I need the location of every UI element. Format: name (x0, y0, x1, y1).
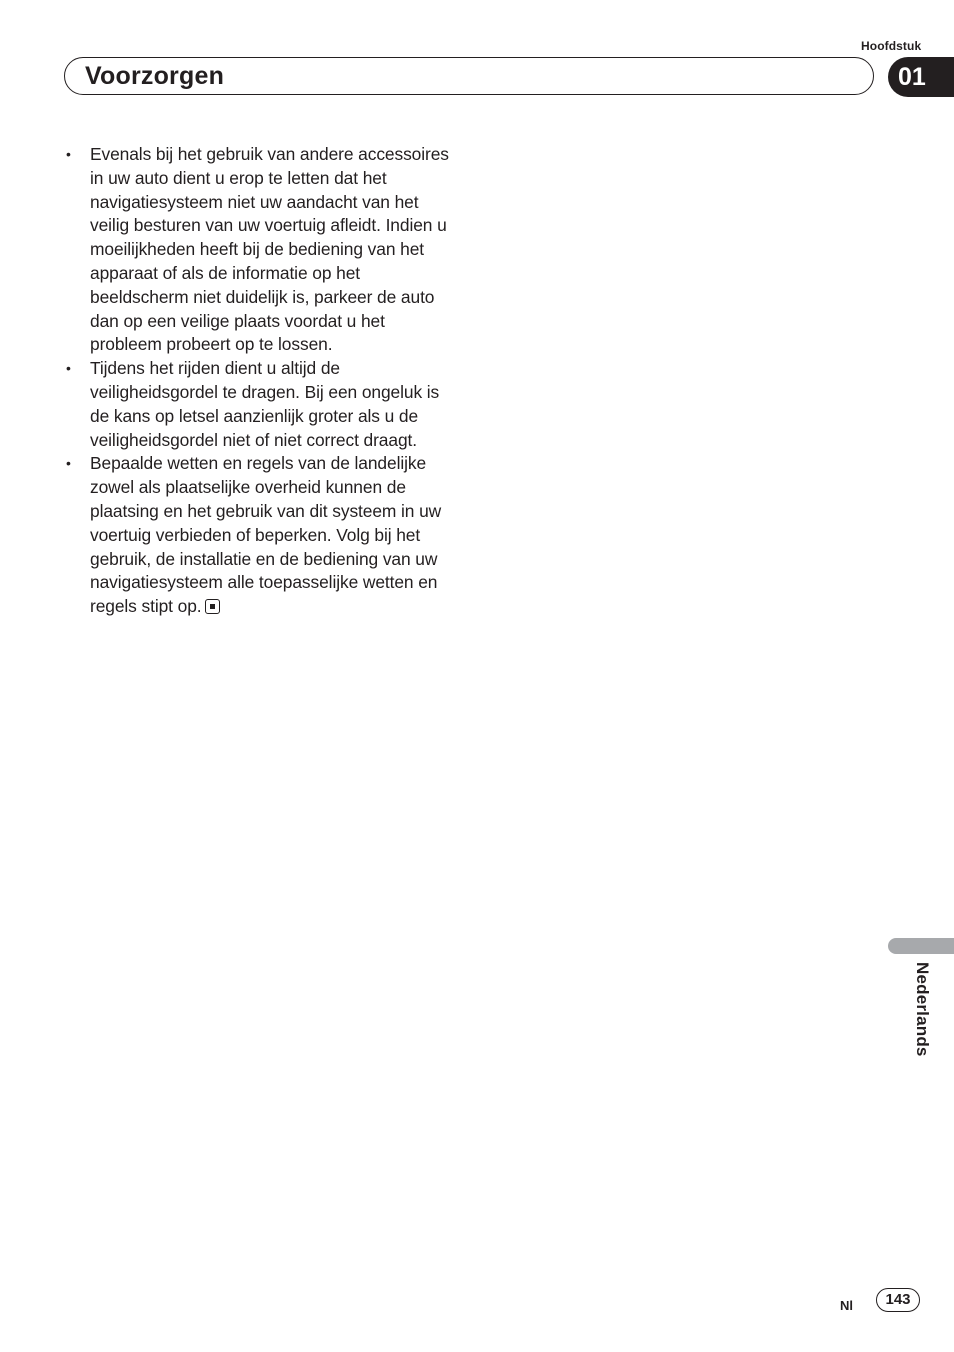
bullet-icon: • (66, 360, 71, 377)
page-number: 143 (876, 1288, 920, 1312)
bullet-icon: • (66, 146, 71, 162)
language-code: Nl (840, 1298, 853, 1313)
language-label: Nederlands (913, 962, 932, 1057)
end-of-section-icon (205, 599, 220, 614)
chapter-tab (888, 57, 954, 97)
list-item-text: Tijdens het rijden dient u altijd de veiligheidsgordel te dragen. Bij een ongeluk is de kans op letsel aanzienlijk groter als u de veiligheidsgordel niet of niet correct draagt. (90, 358, 440, 450)
list-item (64, 452, 456, 619)
chapter-label: Hoofdstuk (861, 39, 922, 53)
list-item (64, 143, 456, 357)
title-bar (64, 57, 874, 95)
chapter-number: 01 (898, 63, 926, 91)
list-item-text (90, 452, 456, 619)
precautions-list (64, 143, 456, 619)
list-item (64, 357, 456, 452)
language-tab (888, 938, 954, 954)
list-item-text-body: Bepaalde wetten en regels van de landelijke zowel als plaatselijke overheid kunnen de plaatsing en het gebruik van dit systeem in uw voertuig verbieden of beperken. Volg bij het gebruik, de installatie en de bediening van uw navigatiesysteem alle toepasselijke wetten en regels stipt op. (90, 453, 442, 617)
bullet-icon: • (66, 455, 71, 472)
list-item-text: Evenals bij het gebruik van andere accessoires in uw auto dient u erop te letten dat het navigatiesysteem niet uw aandacht van het veilig besturen van uw voertuig afleidt. Indien u moeilijkheden heeft bij de bediening van het apparaat of als de informatie op het beeldscherm niet duidelijk is, parkeer de auto dan op een veilige plaats voordat u het probleem probeert op te lossen. (90, 144, 449, 355)
page-title: Voorzorgen (85, 62, 225, 90)
